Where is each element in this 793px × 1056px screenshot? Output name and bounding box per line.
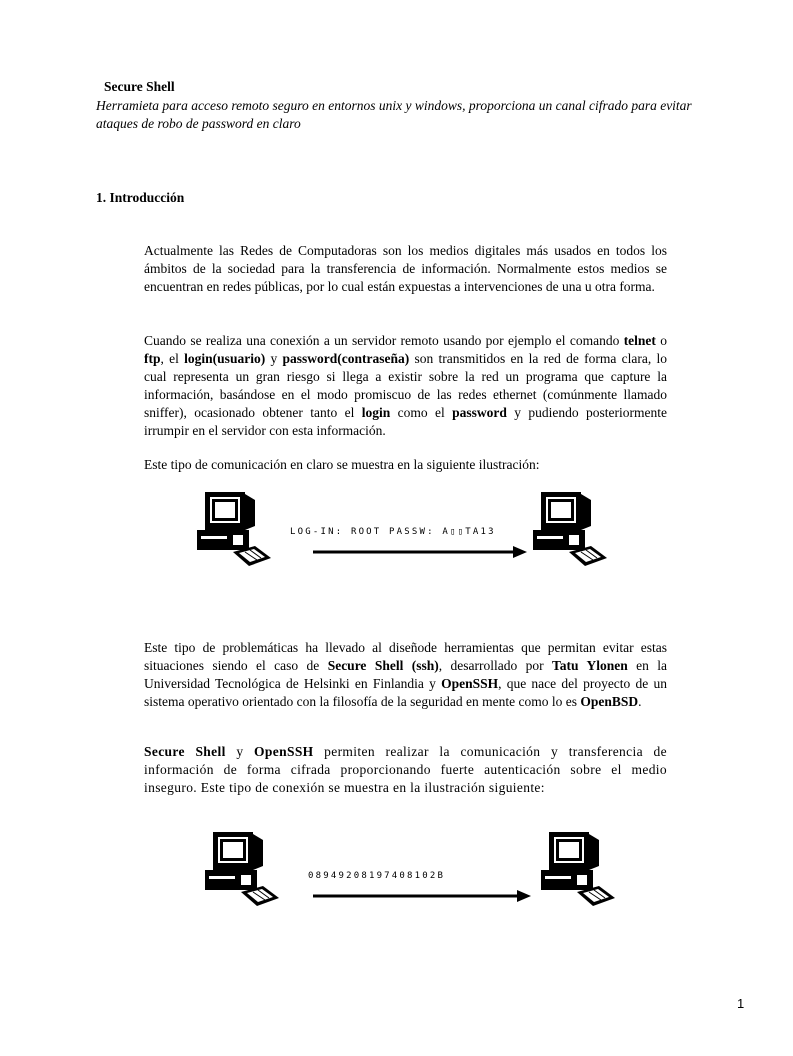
document-subtitle: Herramieta para acceso remoto seguro en entornos unix y windows, proporciona un canal cifrado para evitar ataques de robo de password en claro [96,98,692,131]
paragraph-clear-text-risk: Cuando se realiza una conexión a un servidor remoto usando por ejemplo el comando telnet o ftp, el login(usuario) y password(contraseña) son transmitidos en la red de forma clara, lo cual representa un gran riesgo si llega a existir sobre la red un programa que capture la información, basándose en el modo promiscuo de las redes ethernet (comúnmente llamado sniffer), ocasionado obtener tanto el login como el password y pudiendo posteriormente irrumpir en el servidor con esta información. [144,333,667,438]
section-heading: 1. Introducción [96,190,185,205]
page-number: 1 [737,996,745,1011]
clear-credentials-label: LOG-IN: ROOT PASSW: A▯▯TA13 [290,527,496,537]
term-secure-shell-ssh: Secure Shell (ssh) [327,658,439,673]
term-openbsd: OpenBSD [580,694,639,709]
figure-clear-communication [195,486,615,581]
term-telnet: telnet [623,333,656,348]
arrow-head-icon-2 [517,890,531,902]
server-computer-icon-2 [541,832,615,906]
paragraph-ssh-origin: Este tipo de problemáticas ha llevado al diseñode herramientas que permitan evitar estas situaciones siendo el caso de Secure Shell (ssh), desarrollado por Tatu Ylonen en la Universidad Tecnológica de Helsinki en Finlandia y OpenSSH, que nace del proyecto de un sistema operativo orientado con la filosofía de la seguridad en mente como lo es OpenBSD. [144,640,667,709]
server-computer-icon [533,492,607,566]
document-title: Secure Shell [104,79,175,94]
term-openssh: OpenSSH [441,676,499,691]
term-password: password [452,405,507,420]
encrypted-data-label: 08949208197408102B [308,871,446,881]
term-secure-shell: Secure Shell [144,744,226,759]
client-computer-icon-2 [205,832,279,906]
paragraph-encrypted-communication: Secure Shell y OpenSSH permiten realizar la comunicación y transferencia de información de forma cifrada proporcionando fuerte autenticación sobre el medio inseguro. Este tipo de conexión se muestra en la ilustración siguiente: [144,744,667,795]
paragraph-figure1-caption: Este tipo de comunicación en claro se muestra en la siguiente ilustración: [144,457,540,472]
term-ftp: ftp [144,351,161,366]
term-openssh-2: OpenSSH [254,744,314,759]
arrow-head-icon [513,546,527,558]
figure-encrypted-communication [203,826,623,921]
term-login: login [361,405,391,420]
term-password-contrasena: password(contraseña) [282,351,410,366]
term-tatu-ylonen: Tatu Ylonen [552,658,628,673]
client-computer-icon [197,492,271,566]
term-login-usuario: login(usuario) [184,351,266,366]
paragraph-intro: Actualmente las Redes de Computadoras son los medios digitales más usados en todos los ámbitos de la sociedad para la transferencia de información. Normalmente estos medios se encuentran en redes públicas, por lo cual están expuestas a intervenciones de una u otra forma. [144,243,667,294]
